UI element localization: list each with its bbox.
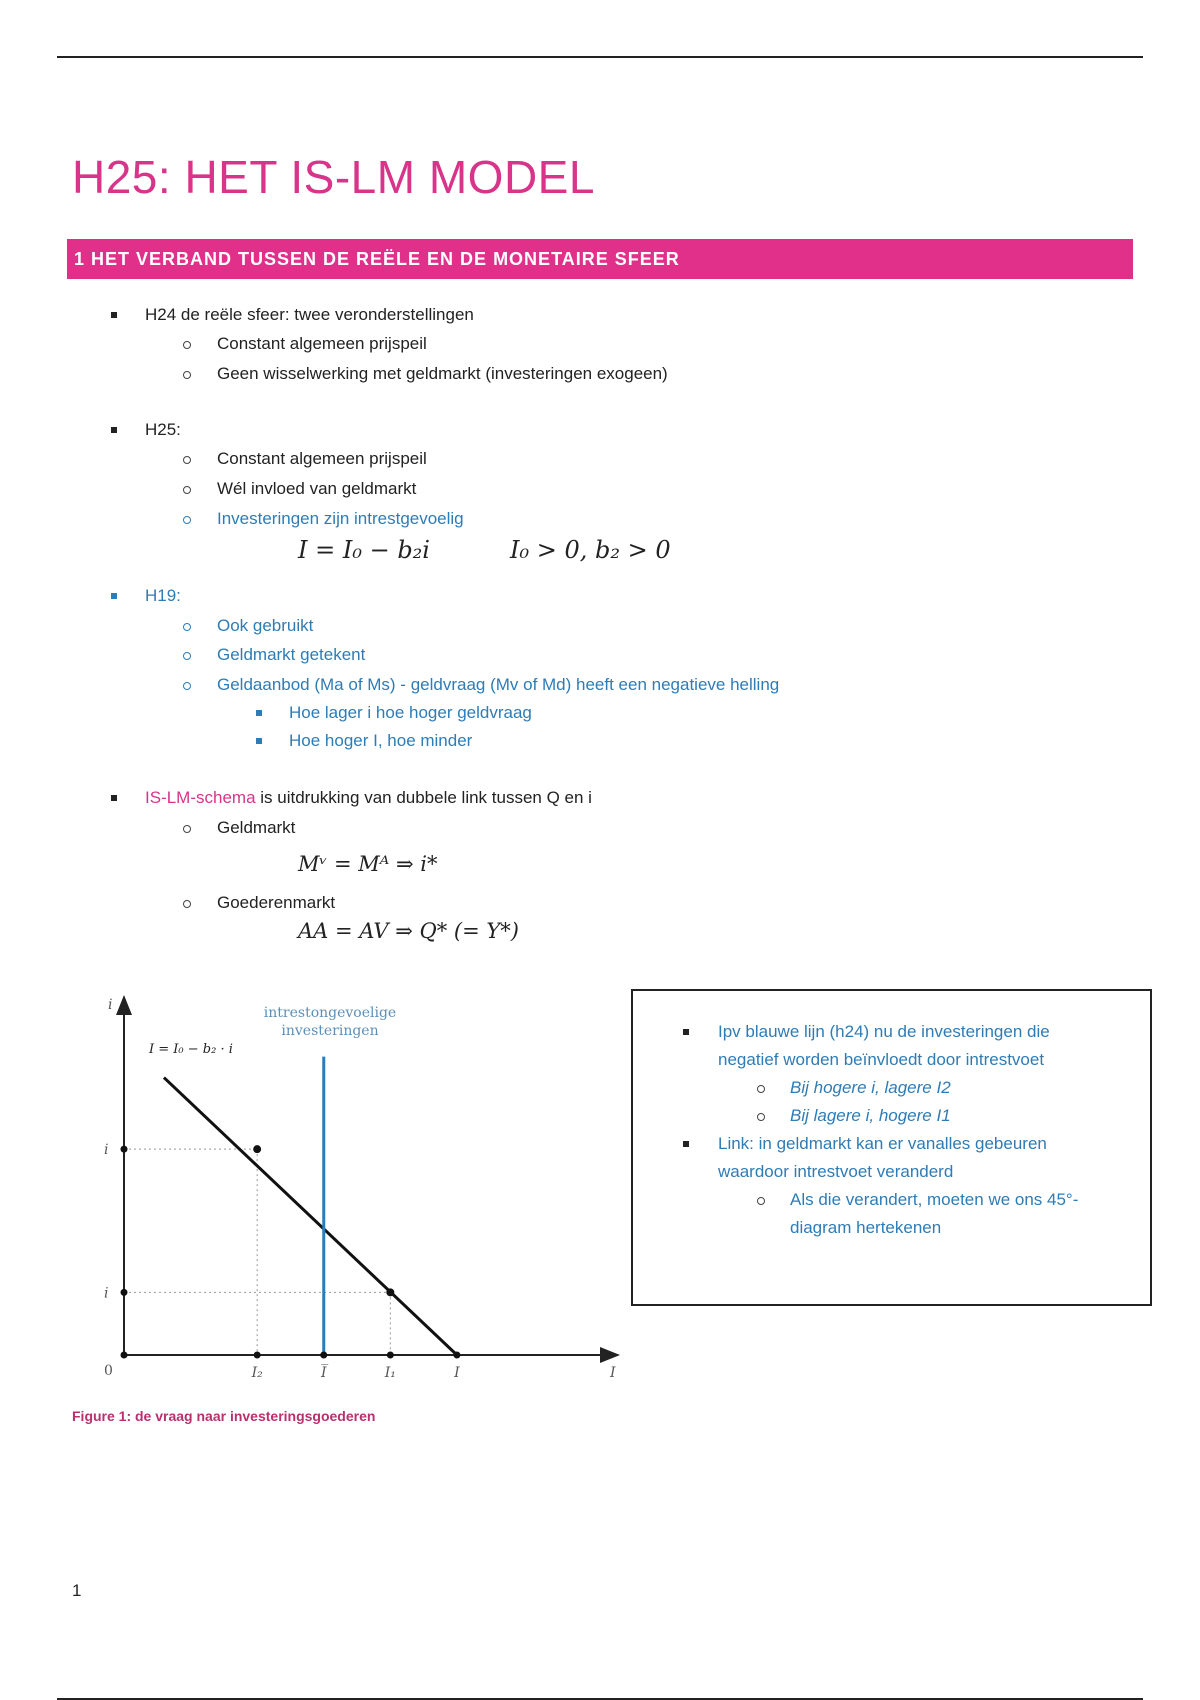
bullet-circle-icon — [757, 1113, 765, 1121]
bullet-square-icon — [111, 593, 117, 599]
sub-bullet-text: Geldaanbod (Ma of Ms) - geldvraag (Mv of Md) heeft een negatieve helling — [217, 675, 780, 694]
bullet-circle-icon — [183, 371, 191, 379]
explanation-box — [631, 989, 1152, 1306]
bullet-circle-icon — [183, 652, 191, 660]
box-text: Als die verandert, moeten we ons 45°- — [790, 1190, 1079, 1209]
page-number: 1 — [72, 1581, 82, 1600]
top-rule — [57, 56, 1143, 58]
investment-equation: I = I₀ − b₂i — [298, 536, 430, 564]
annotation-line-1: intrestongevoelige — [263, 1005, 397, 1021]
bullet-circle-icon — [183, 516, 191, 524]
x-tick-label-i: I — [454, 1365, 460, 1381]
bullet-text — [145, 787, 592, 809]
parameter-condition: I₀ > 0, b₂ > 0 — [510, 536, 671, 564]
sub-bullet-text: Constant algemeen prijspeil — [217, 334, 427, 353]
islm-term: IS-LM-schema — [145, 788, 256, 807]
y-tick-dot — [121, 1146, 128, 1153]
point-low-i — [386, 1288, 394, 1296]
sub-bullet-text: Investeringen zijn intrestgevoelig — [217, 509, 464, 528]
box-text: Link: in geldmarkt kan er vanalles gebeuren — [718, 1134, 1047, 1153]
x-tick-label-i1: I₁ — [384, 1365, 396, 1381]
bullet-square-icon — [111, 312, 117, 318]
x-axis-label: I — [610, 1365, 616, 1381]
bullet-circle-icon — [183, 825, 191, 833]
bullet-text: H25: — [145, 420, 181, 439]
goods-market-equation: AA = AV ⇒ Q* (= Y*) — [298, 919, 519, 943]
investment-demand-chart — [80, 985, 640, 1395]
sub-sub-bullet-text: Hoe hoger I, hoe minder — [289, 731, 473, 750]
islm-description: is uitdrukking van dubbele link tussen Q en i — [255, 788, 592, 807]
investment-demand-line — [164, 1078, 457, 1355]
box-text: Ipv blauwe lijn (h24) nu de investeringen die — [718, 1022, 1050, 1041]
bullet-text: H24 de reële sfeer: twee veronderstellingen — [145, 305, 474, 324]
y-tick-label-high: i — [104, 1142, 109, 1159]
box-text: negatief worden beïnvloedt door intrestvoet — [718, 1050, 1045, 1069]
y-tick-dot — [121, 1289, 128, 1296]
x-tick-dot — [453, 1352, 460, 1359]
bullet-square-icon — [111, 427, 117, 433]
section-heading: 1 HET VERBAND TUSSEN DE REËLE EN DE MONETAIRE SFEER — [67, 239, 1133, 279]
figure-caption: Figure 1: de vraag naar investeringsgoederen — [72, 1408, 376, 1424]
sub-bullet-text: Goederenmarkt — [217, 893, 336, 912]
bullet-circle-icon — [183, 900, 191, 908]
box-text: diagram hertekenen — [790, 1218, 942, 1237]
bullet-circle-icon — [757, 1197, 765, 1205]
bullet-circle-icon — [757, 1085, 765, 1093]
bullet-circle-icon — [183, 682, 191, 690]
sub-bullet-text: Ook gebruikt — [217, 616, 314, 635]
x-tick-dot — [320, 1352, 327, 1359]
sub-bullet-text: Geen wisselwerking met geldmarkt (investeringen exogeen) — [217, 364, 668, 383]
bullet-text: H19: — [145, 586, 181, 605]
bullet-square-icon — [683, 1141, 689, 1147]
bullet-circle-icon — [183, 456, 191, 464]
curve-label: I = I₀ − b₂ · i — [149, 1042, 233, 1057]
bullet-circle-icon — [183, 341, 191, 349]
origin-label: 0 — [104, 1363, 113, 1379]
sub-bullet-text: Geldmarkt getekent — [217, 645, 366, 664]
sub-bullet-text: Constant algemeen prijspeil — [217, 449, 427, 468]
sub-bullet-text: Geldmarkt — [217, 818, 296, 837]
box-text: Bij hogere i, lagere I2 — [790, 1078, 951, 1097]
bullet-square-icon — [256, 738, 262, 744]
origin-dot — [121, 1352, 128, 1359]
annotation-line-2: investeringen — [281, 1023, 379, 1039]
box-text: waardoor intrestvoet veranderd — [718, 1162, 954, 1181]
bullet-circle-icon — [183, 486, 191, 494]
money-market-equation: Mᵛ = Mᴬ ⇒ i* — [298, 852, 438, 876]
y-axis-label: i — [108, 997, 113, 1013]
box-text: Bij lagere i, hogere I1 — [790, 1106, 951, 1125]
point-high-i — [253, 1145, 261, 1153]
page-title: H25: HET IS-LM MODEL — [72, 151, 595, 203]
x-tick-label-ibar: I̅ — [320, 1365, 327, 1381]
x-tick-label-i2: I₂ — [251, 1365, 263, 1381]
x-tick-dot — [254, 1352, 261, 1359]
sub-bullet-text: Wél invloed van geldmarkt — [217, 479, 417, 498]
y-tick-label-low: i — [104, 1285, 109, 1302]
bullet-square-icon — [111, 795, 117, 801]
x-tick-dot — [387, 1352, 394, 1359]
bullet-square-icon — [256, 710, 262, 716]
bullet-circle-icon — [183, 623, 191, 631]
bullet-square-icon — [683, 1029, 689, 1035]
sub-sub-bullet-text: Hoe lager i hoe hoger geldvraag — [289, 703, 532, 722]
